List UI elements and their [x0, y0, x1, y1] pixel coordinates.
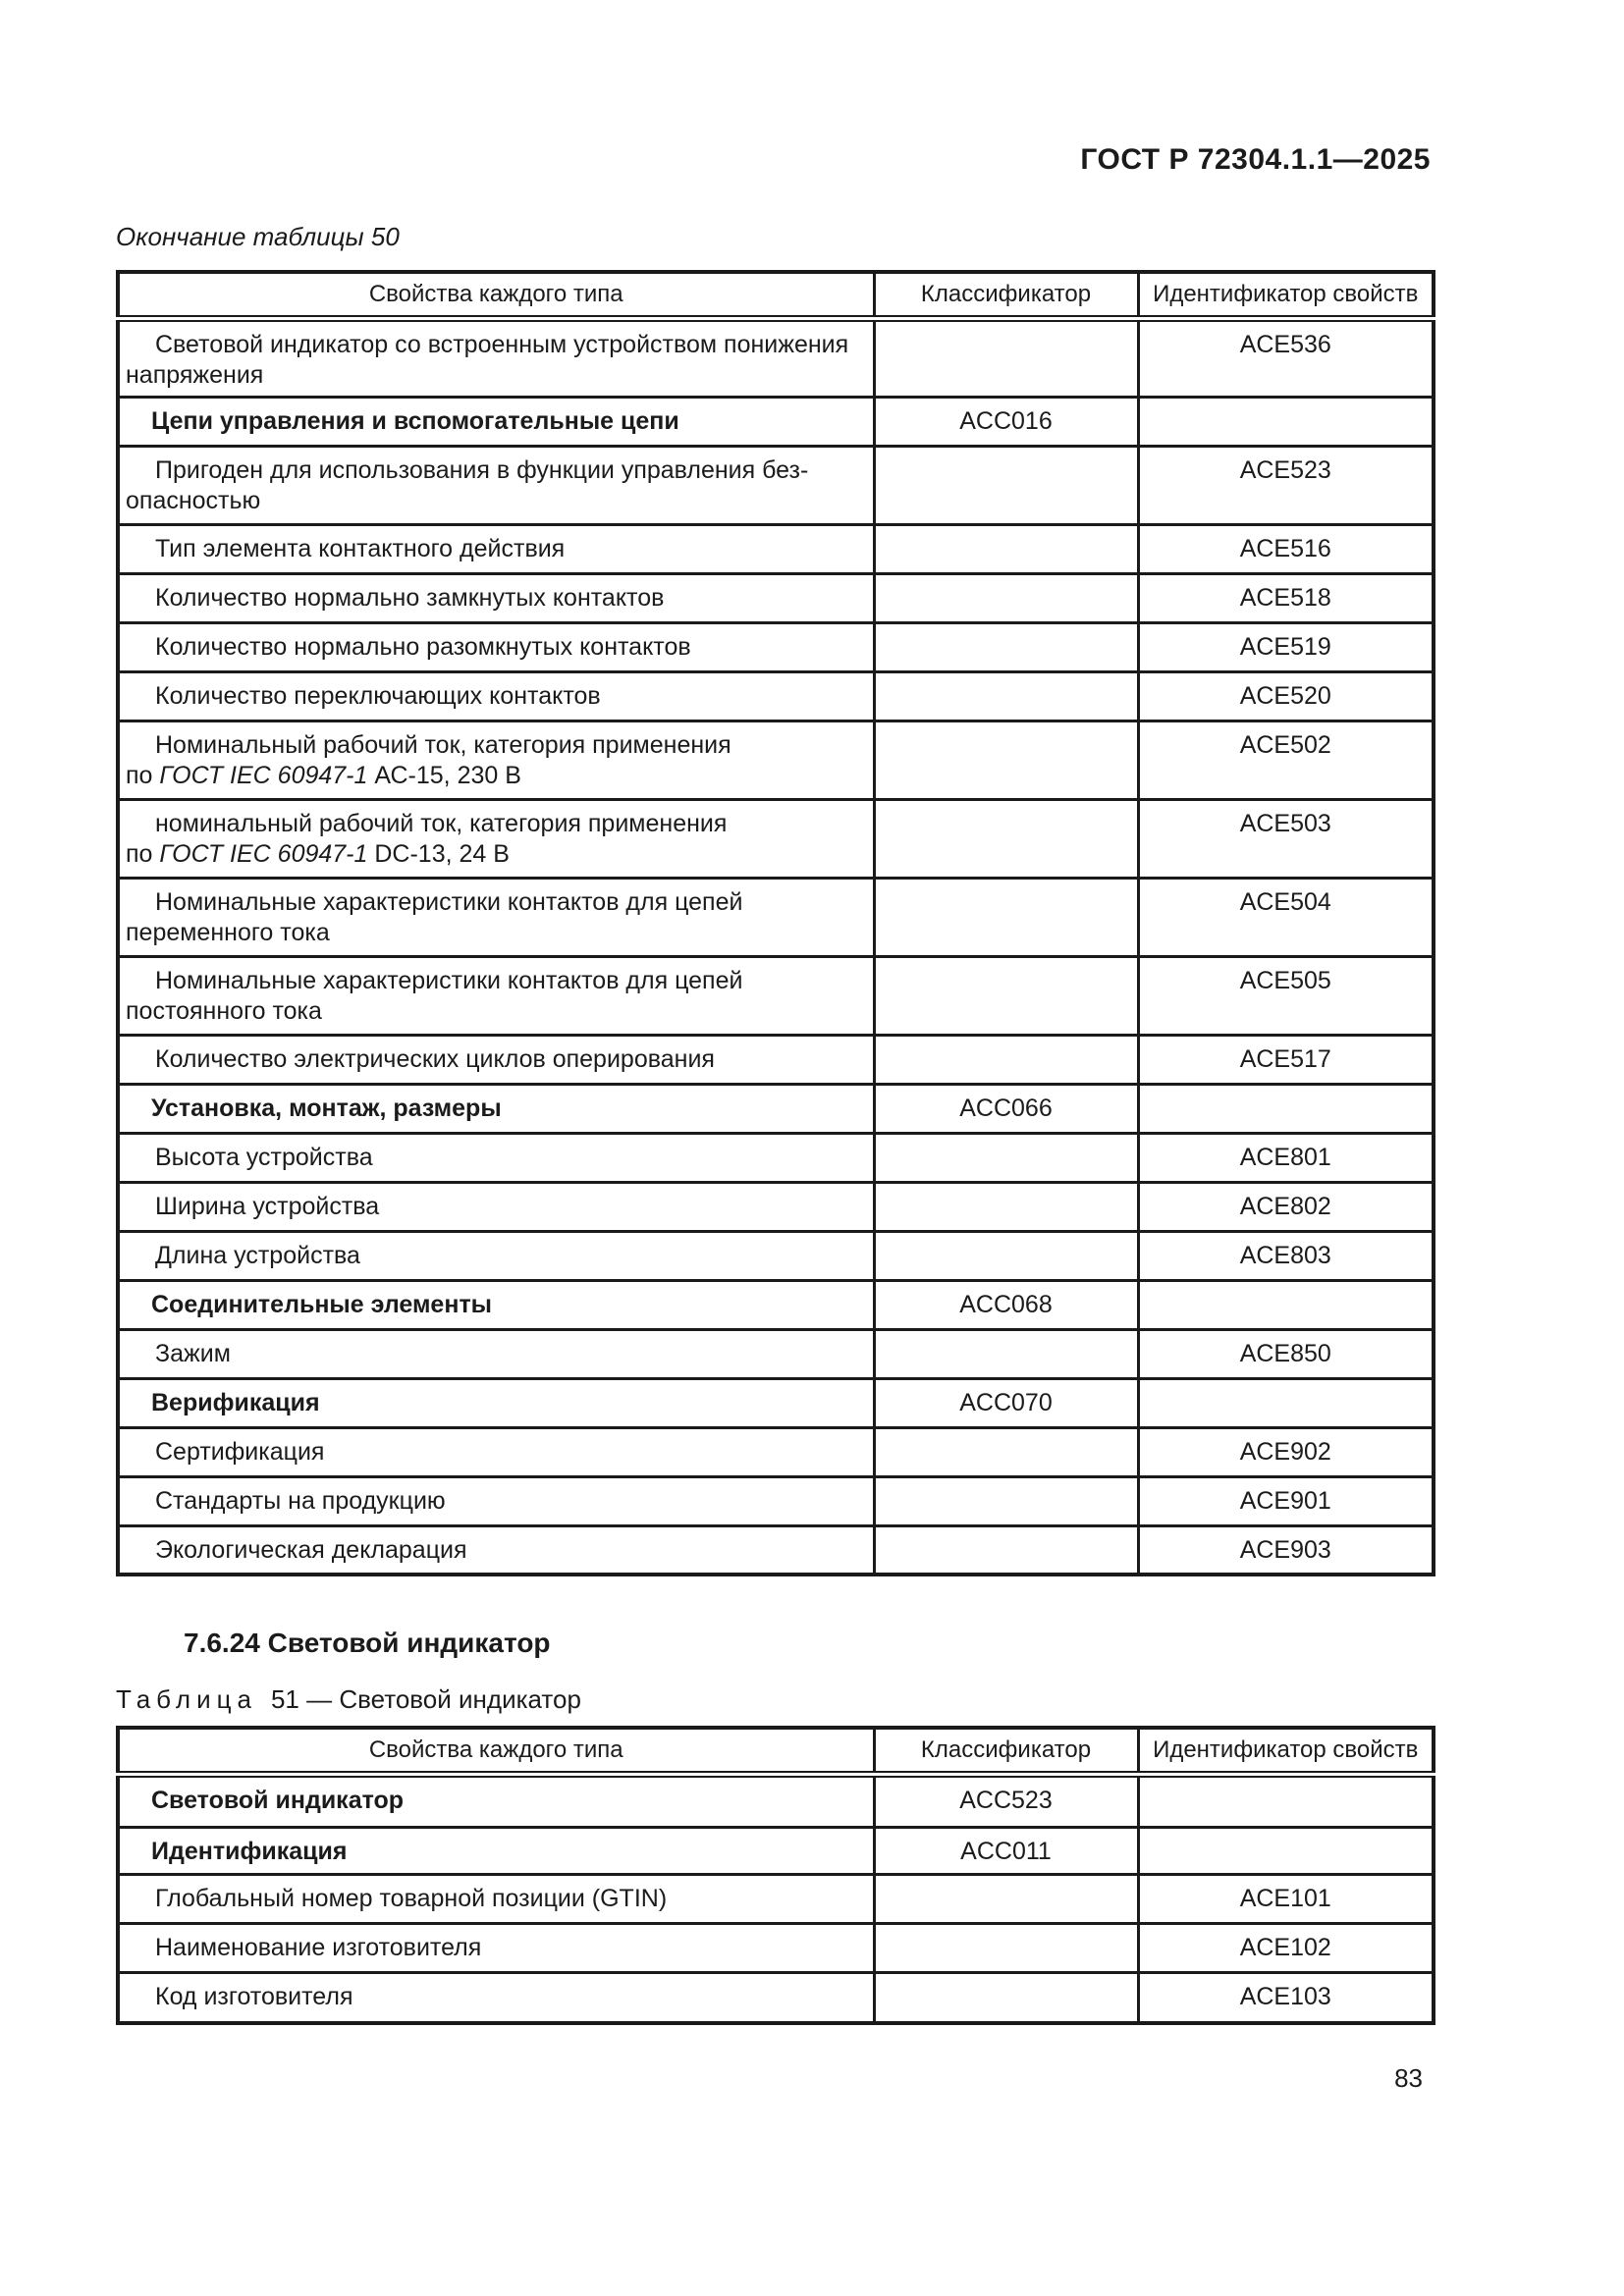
property-id-cell: [1138, 1827, 1434, 1874]
property-id-cell: ACE803: [1138, 1231, 1434, 1280]
property-id-cell: ACE902: [1138, 1427, 1434, 1476]
table-row: [118, 1827, 1434, 1874]
property-text-line: Код изготовителя: [155, 1982, 353, 2010]
table-row: [118, 1133, 1434, 1182]
column-header: Свойства каждого типа: [118, 272, 874, 318]
table-50-header: [118, 272, 1434, 318]
classifier-cell: [874, 671, 1138, 721]
property-id-cell: [1138, 1280, 1434, 1329]
property-text-line: Установка, монтаж, размеры: [151, 1094, 502, 1122]
classifier-cell: [874, 1182, 1138, 1231]
classifier-cell: [874, 318, 1138, 397]
classifier-cell: [874, 1476, 1138, 1525]
property-id-cell: ACE523: [1138, 446, 1434, 524]
classifier-cell: [874, 878, 1138, 956]
property-text-line: номинальный рабочий ток, категория применения: [155, 809, 728, 837]
property-cell: [118, 878, 874, 956]
table-row: [118, 573, 1434, 622]
text-segment: по: [126, 761, 160, 789]
property-cell: [118, 1923, 874, 1972]
property-cell: [118, 1874, 874, 1923]
classifier-cell: ACC068: [874, 1280, 1138, 1329]
property-id-cell: ACE103: [1138, 1972, 1434, 2023]
classifier-cell: [874, 622, 1138, 671]
table-row: [118, 1525, 1434, 1575]
table-row: [118, 799, 1434, 878]
property-text-line: Номинальный рабочий ток, категория применения: [155, 730, 731, 759]
property-text-line: напряжения: [126, 360, 264, 389]
classifier-cell: [874, 1923, 1138, 1972]
table-row: [118, 1874, 1434, 1923]
property-cell: [118, 671, 874, 721]
property-text-line: Номинальные характеристики контактов для цепей: [155, 887, 743, 916]
table-50: [116, 270, 1435, 1576]
property-cell: [118, 721, 874, 799]
property-id-cell: [1138, 1084, 1434, 1133]
column-header: Свойства каждого типа: [118, 1728, 874, 1774]
property-text-line: постоянного тока: [126, 996, 322, 1025]
property-id-cell: [1138, 397, 1434, 446]
section-heading: 7.6.24 Световой индикатор: [184, 1628, 551, 1658]
column-header: Идентификатор свойств: [1138, 272, 1434, 318]
table-row: [118, 1972, 1434, 2023]
property-cell: [118, 956, 874, 1035]
property-cell: [118, 573, 874, 622]
property-text-line: Идентификация: [151, 1837, 348, 1865]
property-id-cell: ACE502: [1138, 721, 1434, 799]
property-cell: [118, 1133, 874, 1182]
property-id-cell: ACE518: [1138, 573, 1434, 622]
property-id-cell: ACE536: [1138, 318, 1434, 397]
property-id-cell: [1138, 1378, 1434, 1427]
property-cell: [118, 1329, 874, 1378]
table-51-caption-word: Таблица: [116, 1684, 257, 1714]
property-cell: [118, 1231, 874, 1280]
property-text-line: опасностью: [126, 486, 261, 514]
page-number: 83: [1394, 2063, 1423, 2093]
property-id-cell: ACE102: [1138, 1923, 1434, 1972]
classifier-cell: [874, 1972, 1138, 2023]
table-50-continuation-caption: Окончание таблицы 50: [116, 222, 400, 251]
section-cell: [118, 1280, 874, 1329]
property-text-line: Сертификация: [155, 1437, 325, 1466]
table-51-header: [118, 1728, 1434, 1774]
document-code: ГОСТ Р 72304.1.1—2025: [1080, 143, 1431, 176]
italic-standard-reference: ГОСТ IEC 60947-1: [159, 761, 368, 789]
property-id-cell: ACE519: [1138, 622, 1434, 671]
classifier-cell: [874, 573, 1138, 622]
property-text-line: Номинальные характеристики контактов для цепей: [155, 966, 743, 994]
table-51-caption: [116, 1684, 581, 1715]
property-text-line: Глобальный номер товарной позиции (GTIN): [155, 1884, 668, 1912]
classifier-cell: [874, 1329, 1138, 1378]
table-row: [118, 1035, 1434, 1084]
section-cell: [118, 1084, 874, 1133]
property-text-line: Цепи управления и вспомогательные цепи: [151, 406, 679, 435]
classifier-cell: [874, 524, 1138, 573]
property-id-cell: ACE516: [1138, 524, 1434, 573]
property-id-cell: ACE802: [1138, 1182, 1434, 1231]
property-text-line: Высота устройства: [155, 1143, 373, 1171]
table-51-caption-rest: 51 — Световой индикатор: [270, 1684, 581, 1714]
property-text-line: [126, 839, 867, 870]
property-cell: [118, 318, 874, 397]
property-cell: [118, 446, 874, 524]
header-row: [118, 1728, 1434, 1774]
classifier-cell: ACC011: [874, 1827, 1138, 1874]
property-text-line: Наименование изготовителя: [155, 1933, 482, 1961]
property-id-cell: ACE504: [1138, 878, 1434, 956]
property-text-line: Экологическая декларация: [155, 1535, 467, 1564]
table-row: [118, 622, 1434, 671]
column-header: Классификатор: [874, 272, 1138, 318]
table-row: [118, 671, 1434, 721]
column-header: Классификатор: [874, 1728, 1138, 1774]
table-row: [118, 446, 1434, 524]
classifier-cell: [874, 1427, 1138, 1476]
column-header: Идентификатор свойств: [1138, 1728, 1434, 1774]
table-row: [118, 878, 1434, 956]
classifier-cell: ACC066: [874, 1084, 1138, 1133]
property-id-cell: ACE903: [1138, 1525, 1434, 1575]
table-row: [118, 1084, 1434, 1133]
table-row: [118, 1182, 1434, 1231]
property-id-cell: ACE503: [1138, 799, 1434, 878]
classifier-cell: ACC523: [874, 1774, 1138, 1827]
property-cell: [118, 1972, 874, 2023]
property-text-line: Количество нормально замкнутых контактов: [155, 583, 665, 612]
table-row: [118, 1427, 1434, 1476]
table-51: [116, 1726, 1435, 2025]
property-text-line: Верификация: [151, 1388, 320, 1416]
property-id-cell: ACE517: [1138, 1035, 1434, 1084]
property-id-cell: ACE850: [1138, 1329, 1434, 1378]
header-row: [118, 272, 1434, 318]
property-text-line: Световой индикатор со встроенным устройством понижения: [155, 330, 849, 358]
property-id-cell: ACE520: [1138, 671, 1434, 721]
classifier-cell: [874, 1035, 1138, 1084]
property-cell: [118, 799, 874, 878]
classifier-cell: ACC070: [874, 1378, 1138, 1427]
property-text-line: Количество переключающих контактов: [155, 681, 601, 710]
text-segment: АС-15, 230 В: [367, 761, 521, 789]
property-cell: [118, 622, 874, 671]
property-cell: [118, 1182, 874, 1231]
property-text-line: Количество электрических циклов оперирования: [155, 1044, 715, 1073]
table-row: [118, 1774, 1434, 1827]
property-id-cell: [1138, 1774, 1434, 1827]
property-cell: [118, 1427, 874, 1476]
text-segment: по: [126, 839, 160, 868]
property-text-line: переменного тока: [126, 918, 330, 946]
property-cell: [118, 1035, 874, 1084]
property-text-line: Стандарты на продукцию: [155, 1486, 446, 1515]
text-segment: DC-13, 24 В: [367, 839, 510, 868]
classifier-cell: [874, 799, 1138, 878]
table-row: [118, 1280, 1434, 1329]
italic-standard-reference: ГОСТ IEC 60947-1: [159, 839, 368, 868]
property-id-cell: ACE101: [1138, 1874, 1434, 1923]
property-text-line: Тип элемента контактного действия: [155, 534, 566, 562]
table-row: [118, 1476, 1434, 1525]
property-text-line: Длина устройства: [155, 1241, 360, 1269]
property-text-line: Соединительные элементы: [151, 1290, 493, 1318]
table-row: [118, 397, 1434, 446]
property-cell: [118, 524, 874, 573]
property-text-line: Количество нормально разомкнутых контактов: [155, 632, 691, 661]
classifier-cell: [874, 1231, 1138, 1280]
table-50-body: [118, 318, 1434, 1575]
classifier-cell: [874, 721, 1138, 799]
property-id-cell: ACE801: [1138, 1133, 1434, 1182]
table-row: [118, 1923, 1434, 1972]
classifier-cell: [874, 446, 1138, 524]
classifier-cell: [874, 1525, 1138, 1575]
property-text-line: Световой индикатор: [151, 1786, 405, 1814]
section-cell: [118, 1774, 874, 1827]
section-cell: [118, 397, 874, 446]
property-cell: [118, 1476, 874, 1525]
property-id-cell: ACE505: [1138, 956, 1434, 1035]
table-row: [118, 1231, 1434, 1280]
classifier-cell: [874, 1874, 1138, 1923]
table-row: [118, 318, 1434, 397]
classifier-cell: ACC016: [874, 397, 1138, 446]
property-cell: [118, 1525, 874, 1575]
table-row: [118, 956, 1434, 1035]
classifier-cell: [874, 1133, 1138, 1182]
table-row: [118, 1329, 1434, 1378]
classifier-cell: [874, 956, 1138, 1035]
property-id-cell: ACE901: [1138, 1476, 1434, 1525]
property-text-line: Ширина устройства: [155, 1192, 380, 1220]
section-cell: [118, 1378, 874, 1427]
property-text-line: [126, 761, 867, 791]
table-row: [118, 524, 1434, 573]
table-row: [118, 1378, 1434, 1427]
table-51-body: [118, 1774, 1434, 2023]
section-cell: [118, 1827, 874, 1874]
property-text-line: Пригоден для использования в функции управления без-: [155, 455, 809, 484]
table-row: [118, 721, 1434, 799]
property-text-line: Зажим: [155, 1339, 231, 1367]
